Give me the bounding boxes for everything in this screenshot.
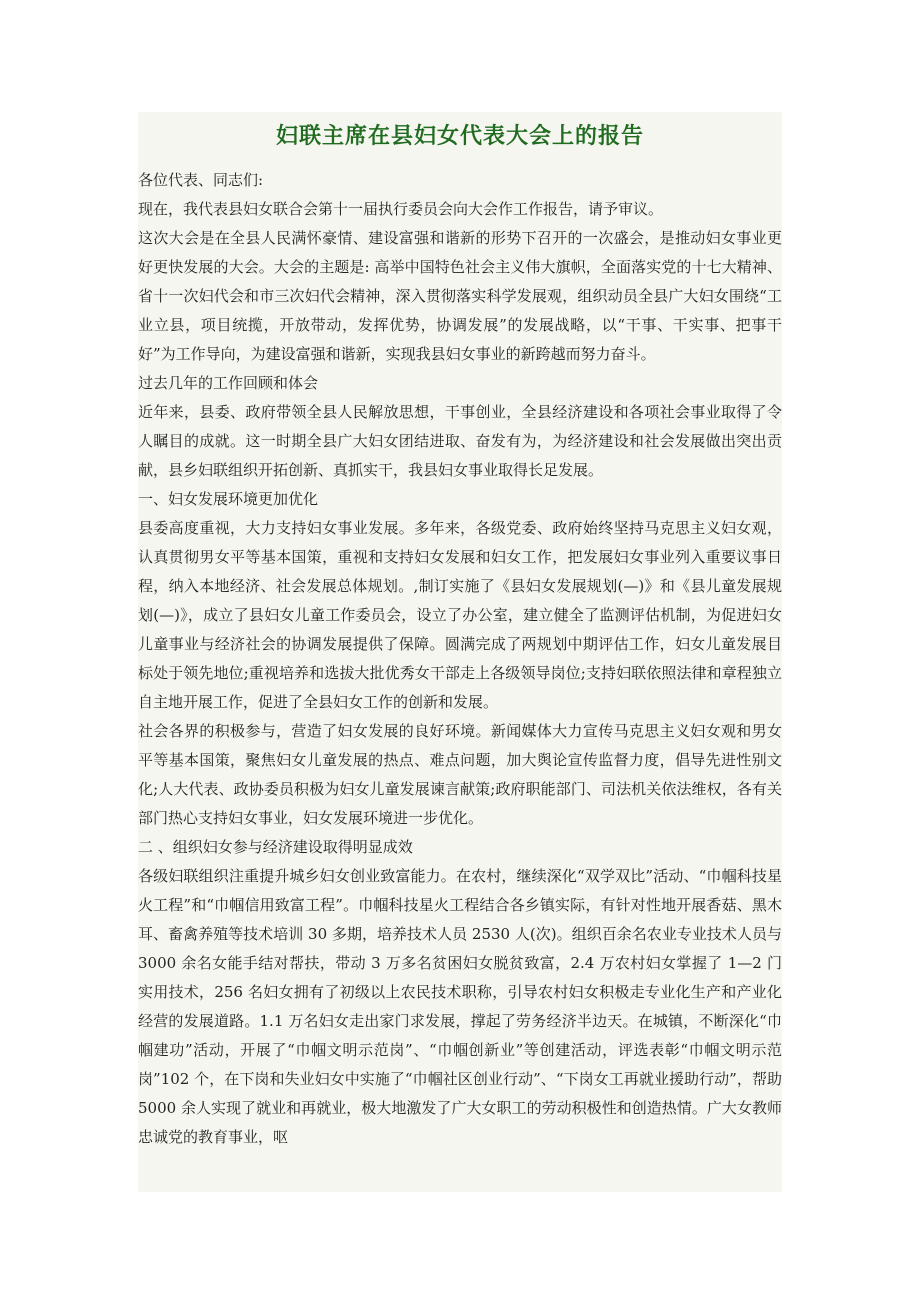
document-title: 妇联主席在县妇女代表大会上的报告 [275, 124, 644, 149]
salutation: 各位代表、同志们: [138, 171, 264, 189]
paragraph-theme: 这次大会是在全县人民满怀豪情、建设富强和谐新的形势下召开的一次盛会，是推动妇女事业更好更快发展的大会。大会的主题是: 高举中国特色社会主义伟大旗帜，全面落实党的十七大精神、省十一次妇代会和市三次妇代会精神，深入贯彻落实科学发展观，组织动员全县广大妇女围绕“工业立县，项目统揽，开放带动，发挥优势，协调发展”的发展战略，以“干事、干实事、把事干好”为工作导向，为建设富强和谐新，实现我县妇女事业的新跨越而努力奋斗。 [138, 229, 782, 363]
section-heading-2: 二 、组织妇女参与经济建设取得明显成效 [138, 838, 413, 856]
section-heading-1: 一、妇女发展环境更加优化 [138, 490, 319, 508]
paragraph-opening: 现在，我代表县妇女联合会第十一届执行委员会向大会作工作报告，请予审议。 [138, 200, 664, 218]
paragraph-economy: 各级妇联组织注重提升城乡妇女创业致富能力。在农村，继续深化“双学双比”活动、“巾帼科技星火工程”和“巾帼信用致富工程”。巾帼科技星火工程结合各乡镇实际，有针对性地开展香菇、黑木耳、畜禽养殖等技术培训 30 多期，培养技术人员 2530 人(次)。组织百余名农业专业技术人员与 3000 余名女能手结对帮扶，带动 3 万多名贫困妇女脱贫致富，2.4 万农村妇女掌握了 1—2 门实用技术，256 名妇女拥有了初级以上农民技术职称，引导农村妇女积极走专业化生产和产业化经营的发展道路。1.1 万名妇女走出家门求发展，撑起了劳务经济半边天。在城镇，不断深化“巾帼建功”活动，开展了“巾帼文明示范岗”、“巾帼创新业”等创建活动，评选表彰“巾帼文明示范岗”102 个，在下岗和失业妇女中实施了“巾帼社区创业行动”、“下岗女工再就业援助行动”，帮助 5000 余人实现了就业和再就业，极大地激发了广大女职工的劳动积极性和创造热情。广大女教师忠诚党的教育事业，呕 [138, 867, 782, 1146]
paragraph-society: 社会各界的积极参与，营造了妇女发展的良好环境。新闻媒体大力宣传马克思主义妇女观和男女平等基本国策，聚焦妇女儿童发展的热点、难点问题，加大舆论宣传监督力度，倡导先进性别文化;人大代表、政协委员积极为妇女儿童发展谏言献策;政府职能部门、司法机关依法维权，各有关部门热心支持妇女事业，妇女发展环境进一步优化。 [138, 722, 782, 827]
paragraph-review: 近年来，县委、政府带领全县人民解放思想，干事创业，全县经济建设和各项社会事业取得了令人瞩目的成就。这一时期全县广大妇女团结进取、奋发有为，为经济建设和社会发展做出突出贡献，县乡妇联组织开拓创新、真抓实干，我县妇女事业取得长足发展。 [138, 403, 782, 479]
document-page [138, 112, 782, 1192]
section-heading-review: 过去几年的工作回顾和体会 [138, 374, 319, 392]
paragraph-environment: 县委高度重视，大力支持妇女事业发展。多年来，各级党委、政府始终坚持马克思主义妇女观，认真贯彻男女平等基本国策，重视和支持妇女发展和妇女工作，把发展妇女事业列入重要议事日程，纳入本地经济、社会发展总体规划。,制订实施了《县妇女发展规划(—)》和《县儿童发展规划(—)》，成立了县妇女儿童工作委员会，设立了办公室，建立健全了监测评估机制，为促进妇女儿童事业与经济社会的协调发展提供了保障。圆满完成了两规划中期评估工作，妇女儿童发展目标处于领先地位;重视培养和选拔大批优秀女干部走上各级领导岗位;支持妇联依照法律和章程独立自主地开展工作，促进了全县妇女工作的创新和发展。 [138, 519, 782, 711]
document-body [138, 166, 782, 1152]
